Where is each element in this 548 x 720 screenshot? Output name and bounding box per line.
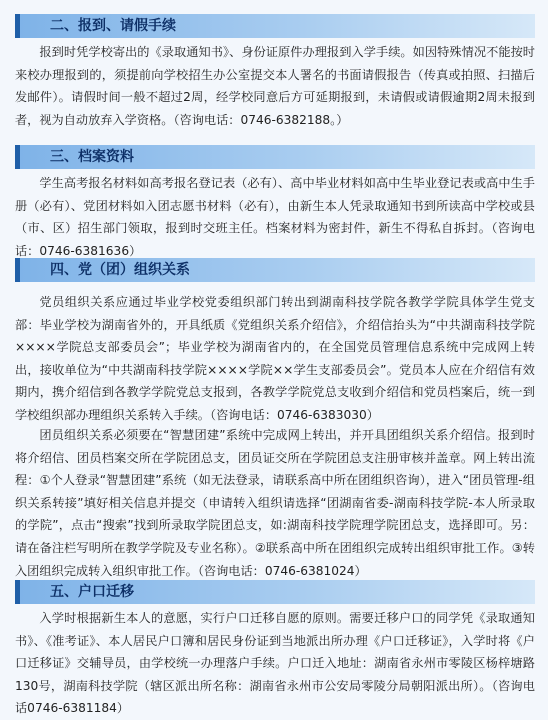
- registration-paragraph: 报到时凭学校寄出的《录取通知书》、身份证原件办理报到入学手续。如因特殊情况不能按时来校办理报到的，须提前向学校招生办公室提交本人署名的书面请假报告（传真或拍照、扫描后发邮件）。请假时间一般不超过2周，经学校同意后方可延期报到，未请假或请假逾期2周未报到者，视为自动放弃入学资格。（咨询电话：0746-6382188。）: [15, 45, 535, 127]
- section-title: 二、报到、请假手续: [50, 18, 176, 34]
- section-title: 四、党（团）组织关系: [50, 262, 190, 278]
- league-relation-paragraph: 团员组织关系必须要在“智慧团建”系统中完成网上转出，并开具团组织关系介绍信。报到时将介绍信、团员档案交所在学院团总支，团员证交所在学院团总支注册审核并盖章。网上转出流程：①个人登录“智慧团建”系统（如无法登录，请联系高中所在团组织咨询），进入“团员管理-组织关系转接”填好相关信息并提交（申请转入组织请选择“团湖南省委-湖南科技学院-本人所录取的学院”，点击“搜索”找到所录取学院团总支，如:湖南科技学院理学院团总支，选择即可。另：请在备注栏写明所在教学学院及专业名称）。②联系高中所在团组织完成转出组织审批工作。③转入团组织完成转入组织审批工作。（咨询电话：0746-6381024）: [15, 428, 535, 578]
- archives-paragraph: 学生高考报名材料如高考报名登记表（必有）、高中毕业材料如高中生毕业登记表或高中生手册（必有）、党团材料如入团志愿书材料（必有），由新生本人凭录取通知书到所读高中学校或县（市、区）招生部门领取，报到时交班主任。档案材料为密封件，新生不得私自拆封。（咨询电话：0746-6381636）: [15, 176, 535, 258]
- section-header-hukou: [15, 580, 535, 604]
- section-header-registration: [15, 14, 535, 38]
- section-title: 三、档案资料: [50, 149, 134, 165]
- party-relation-paragraph: 党员组织关系应通过毕业学校党委组织部门转出到湖南科技学院各教学学院具体学生党支部：毕业学校为湖南省外的，开具纸质《党组织关系介绍信》，介绍信抬头为“中共湖南科技学院××××学院总支部委员会”；毕业学校为湖南省内的，在全国党员管理信息系统中完成网上转出，接收单位为“中共湖南科技学院××××学院××学生支部委员会”。党员本人应在介绍信有效期内，携介绍信到各教学学院党总支报到，各教学学院党总支收到介绍信和党员档案后，统一到学校组织部办理组织关系转入手续。（咨询电话：0746-6383030）: [15, 295, 535, 422]
- section-header-archives: [15, 145, 535, 169]
- section-header-party-league: [15, 258, 535, 282]
- section-title: 五、户口迁移: [50, 584, 134, 600]
- hukou-paragraph: 入学时根据新生本人的意愿，实行户口迁移自愿的原则。需要迁移户口的同学凭《录取通知书》、《准考证》、本人居民户口簿和居民身份证到当地派出所办理《户口迁移证》，入学时将《户口迁移证》交辅导员，由学校统一办理落户手续。户口迁入地址：湖南省永州市零陵区杨梓塘路130号，湖南科技学院（辖区派出所名称：湖南省永州市公安局零陵分局朝阳派出所）。（咨询电话0746-6381184）: [15, 611, 535, 716]
